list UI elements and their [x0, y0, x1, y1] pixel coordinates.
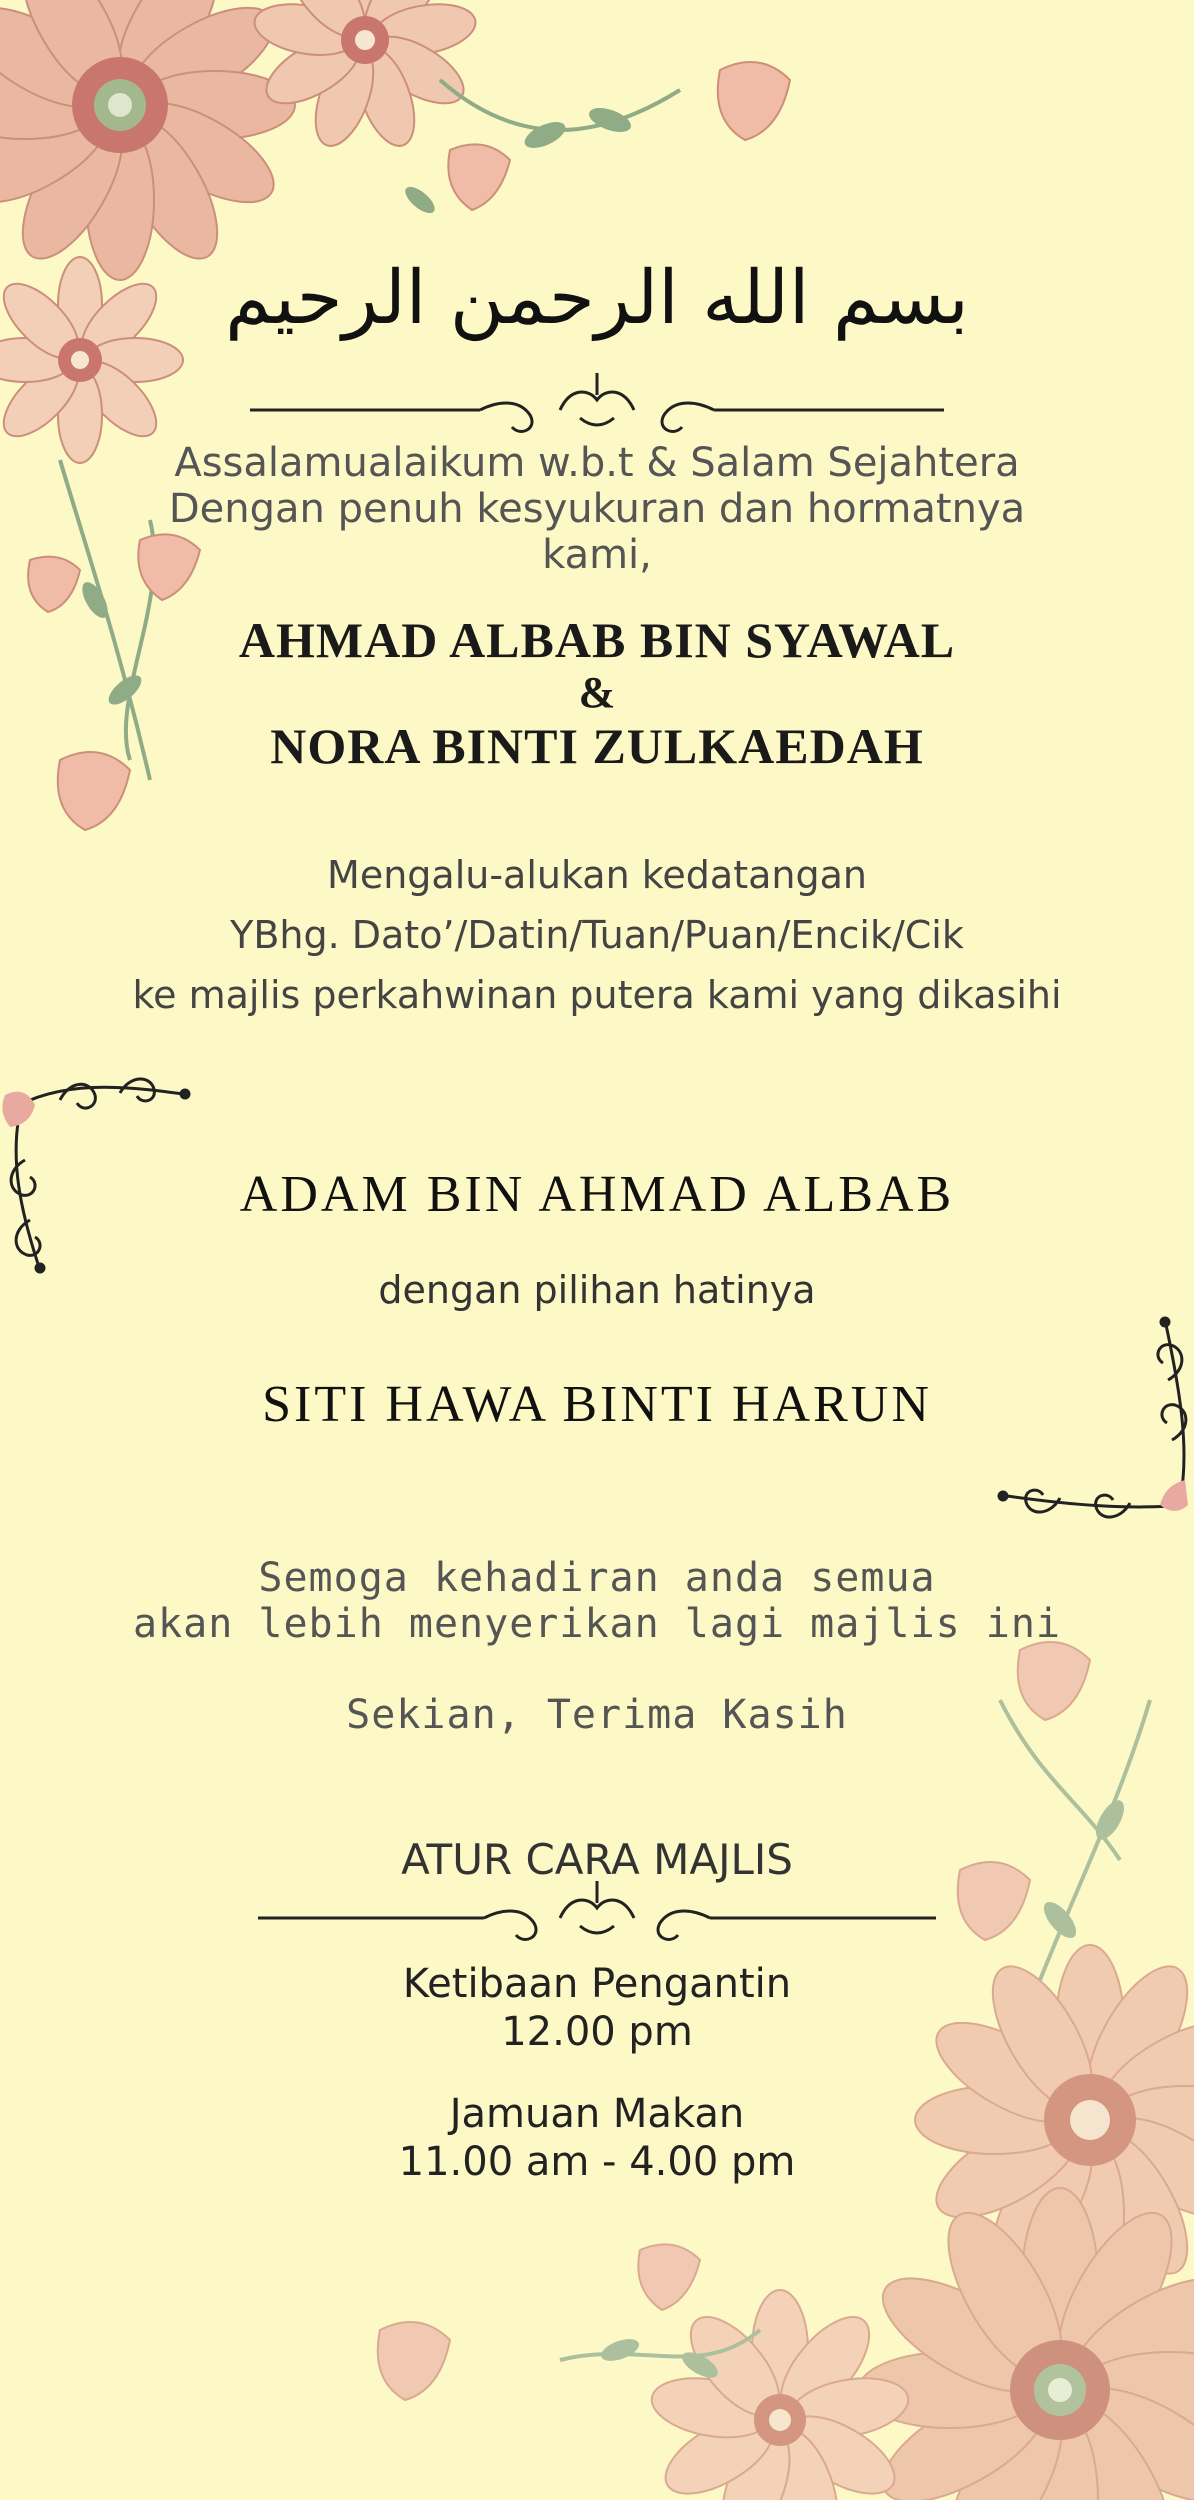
greeting-line-3: kami, [542, 532, 652, 578]
host-father-name: AHMAD ALBAB BIN SYAWAL [238, 612, 956, 668]
bismillah-calligraphy: بسم الله الرحمن الرحيم [225, 255, 969, 341]
program-item [0, 1960, 1194, 2056]
closing-thanks: Sekian, Terima Kasih [346, 1692, 848, 1738]
hosts-block [0, 612, 1194, 774]
closing-line-1: Semoga kehadiran anda semua [258, 1555, 936, 1601]
program-item-label: Jamuan Makan [449, 2091, 745, 2137]
host-mother-name: NORA BINTI ZULKAEDAH [270, 718, 924, 774]
welcome-line-2: YBhg. Dato’/Datin/Tuan/Puan/Encik/Cik [230, 913, 964, 957]
greeting-line-2: Dengan penuh kesyukuran dan hormatnya [168, 486, 1026, 532]
program-item-time: 11.00 am - 4.00 pm [398, 2139, 796, 2185]
closing-wish [0, 1555, 1194, 1647]
flower-bottom-right-icon [378, 1642, 1194, 2500]
greeting-block [0, 440, 1194, 578]
couple-joiner: dengan pilihan hatinya [378, 1268, 816, 1312]
program-item-label: Ketibaan Pengantin [402, 1961, 792, 2007]
ornamental-divider-top-icon [250, 373, 944, 431]
welcome-line-3: ke majlis perkahwinan putera kami yang dikasihi [132, 973, 1062, 1017]
host-ampersand: & [578, 668, 616, 717]
greeting-line-1: Assalamualaikum w.b.t & Salam Sejahtera [174, 440, 1020, 486]
closing-line-2: akan lebih menyerikan lagi majlis ini [132, 1601, 1062, 1647]
program-item [0, 2090, 1194, 2186]
program-title: ATUR CARA MAJLIS [401, 1835, 793, 1884]
welcome-block [0, 845, 1194, 1025]
program-item-time: 12.00 pm [501, 2009, 693, 2055]
ornamental-divider-bottom-icon [258, 1881, 936, 1939]
bride-name: SITI HAWA BINTI HARUN [262, 1376, 932, 1433]
welcome-line-1: Mengalu-alukan kedatangan [327, 853, 867, 897]
groom-name: ADAM BIN AHMAD ALBAB [239, 1166, 955, 1223]
